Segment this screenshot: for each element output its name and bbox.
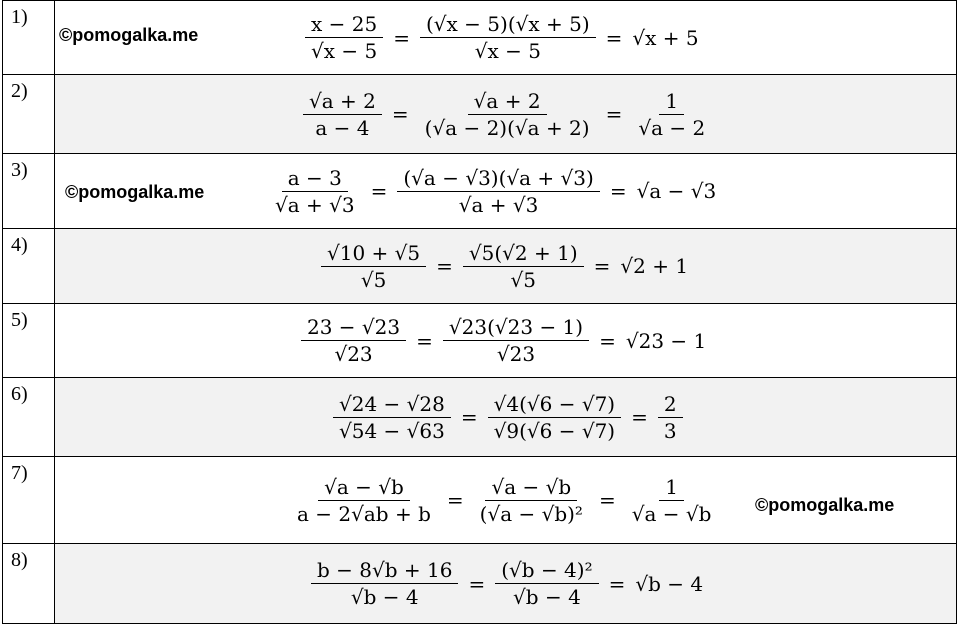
- solutions-table: [2, 0, 957, 624]
- fraction-numerator: 2: [658, 392, 683, 418]
- fraction-numerator: √23(√23 − 1): [443, 315, 589, 341]
- fraction-numerator: x − 25: [305, 12, 383, 38]
- fraction-denominator: √b − 4: [513, 585, 581, 609]
- fraction-numerator: (√x − 5)(√x + 5): [420, 12, 596, 38]
- fraction-denominator: √a − 2: [638, 115, 706, 140]
- table-row: [3, 154, 957, 229]
- fraction-denominator: √b − 4: [350, 585, 419, 609]
- fraction-denominator: √a + √3: [275, 192, 355, 217]
- equation: $\frac{a - 3}{√a + √3}$ = $\frac{(√a - √3)(√a + √3)}{√a + √3}$ = √a − √3: [269, 154, 716, 228]
- fraction-denominator: √54 − √63: [339, 418, 445, 443]
- fraction-numerator: √a − √b: [485, 475, 577, 501]
- equation: $\frac{x - 25}{√x - 5}$ = $\frac{(√x - 5)(√x + 5)}{√x - 5}$ = √x + 5: [305, 1, 699, 74]
- fraction-numerator: √a − √b: [318, 475, 410, 501]
- fraction-numerator: 1: [659, 89, 684, 115]
- table-row: [3, 378, 957, 457]
- fraction-numerator: √a + 2: [303, 89, 382, 115]
- table-row: [3, 457, 957, 544]
- fraction-denominator: a − 4: [315, 115, 370, 140]
- fraction-denominator: √a − √b: [631, 501, 712, 526]
- row-number: 1): [3, 1, 55, 75]
- watermark: ©pomogalka.me: [59, 25, 199, 45]
- result: √a − √3: [636, 179, 717, 203]
- table-row: [3, 1, 957, 75]
- fraction-denominator: √x − 5: [474, 39, 541, 63]
- fraction-numerator: 1: [659, 475, 684, 501]
- result: √b − 4: [635, 571, 704, 596]
- fraction-numerator: √4(√6 − √7): [488, 392, 621, 418]
- table-row: [3, 544, 957, 624]
- fraction-numerator: √a + 2: [468, 89, 547, 115]
- fraction-denominator: √9(√6 − √7): [493, 418, 616, 443]
- equation: $\frac{23 - √23}{√23}$ = $\frac{√23(√23 - 1)}{√23}$ = √23 − 1: [301, 304, 706, 377]
- fraction-denominator: (√a − 2)(√a + 2): [424, 115, 590, 140]
- result: √23 − 1: [625, 328, 707, 353]
- result: √x + 5: [632, 25, 699, 50]
- fraction-denominator: √a + √3: [458, 192, 539, 217]
- fraction-denominator: √5: [510, 267, 537, 292]
- fraction-denominator: √5: [360, 267, 387, 292]
- fraction-numerator: √10 + √5: [321, 241, 426, 267]
- fraction-numerator: a − 3: [282, 166, 348, 192]
- equation: $\frac{√a + 2}{a - 4}$ = $\frac{√a + 2}{(√a - 2)(√a + 2)}$ = $\frac{1}{√a - 2}$: [303, 75, 711, 153]
- table-row: [3, 229, 957, 304]
- fraction-numerator: (√a − √3)(√a + √3): [397, 166, 599, 192]
- equation: $\frac{√24 - √28}{√54 - √63}$ = $\frac{√4(√6 - √7)}{√9(√6 - √7)}$ = $\frac{2}{3}$: [333, 378, 683, 456]
- fraction-denominator: √23: [496, 342, 536, 366]
- row-number: 4): [3, 229, 55, 304]
- fraction-numerator: √24 − √28: [333, 392, 451, 418]
- row-number: 2): [3, 75, 55, 154]
- row-number: 7): [3, 457, 55, 544]
- fraction-denominator: √x − 5: [311, 39, 378, 63]
- table-row: [3, 304, 957, 378]
- fraction-denominator: 3: [663, 418, 677, 443]
- row-number: 3): [3, 154, 55, 229]
- fraction-numerator: 23 − √23: [301, 315, 406, 341]
- fraction-denominator: (√a − √b)²: [479, 501, 583, 526]
- table-row: [3, 75, 957, 154]
- row-number: 8): [3, 544, 55, 624]
- equation: $\frac{√a - √b}{a - 2√ab + b}$ = $\frac{√a - √b}{\text{(√a − √b)²}}$ = $\frac{1}{√a - √b}$: [291, 457, 717, 543]
- watermark: ©pomogalka.me: [755, 495, 895, 515]
- fraction-numerator: √5(√2 + 1): [463, 241, 584, 267]
- fraction-denominator: √23: [334, 342, 373, 366]
- equation: $\frac{√10 + √5}{√5}$ = $\frac{√5(√2 + 1)}{√5}$ = √2 + 1: [321, 229, 688, 303]
- result: √2 + 1: [620, 254, 689, 278]
- row-number: 6): [3, 378, 55, 457]
- fraction-numerator: b − 8√b + 16: [311, 558, 458, 584]
- fraction-numerator: (√b − 4)²: [495, 558, 598, 584]
- fraction-denominator: a − 2√ab + b: [297, 501, 431, 526]
- equation: $\frac{b - 8√b + 16}{√b - 4}$ = $\frac{\text{(√b − 4)²}}{√b - 4}$ = √b − 4: [311, 544, 703, 623]
- watermark: ©pomogalka.me: [65, 182, 205, 202]
- row-number: 5): [3, 304, 55, 378]
